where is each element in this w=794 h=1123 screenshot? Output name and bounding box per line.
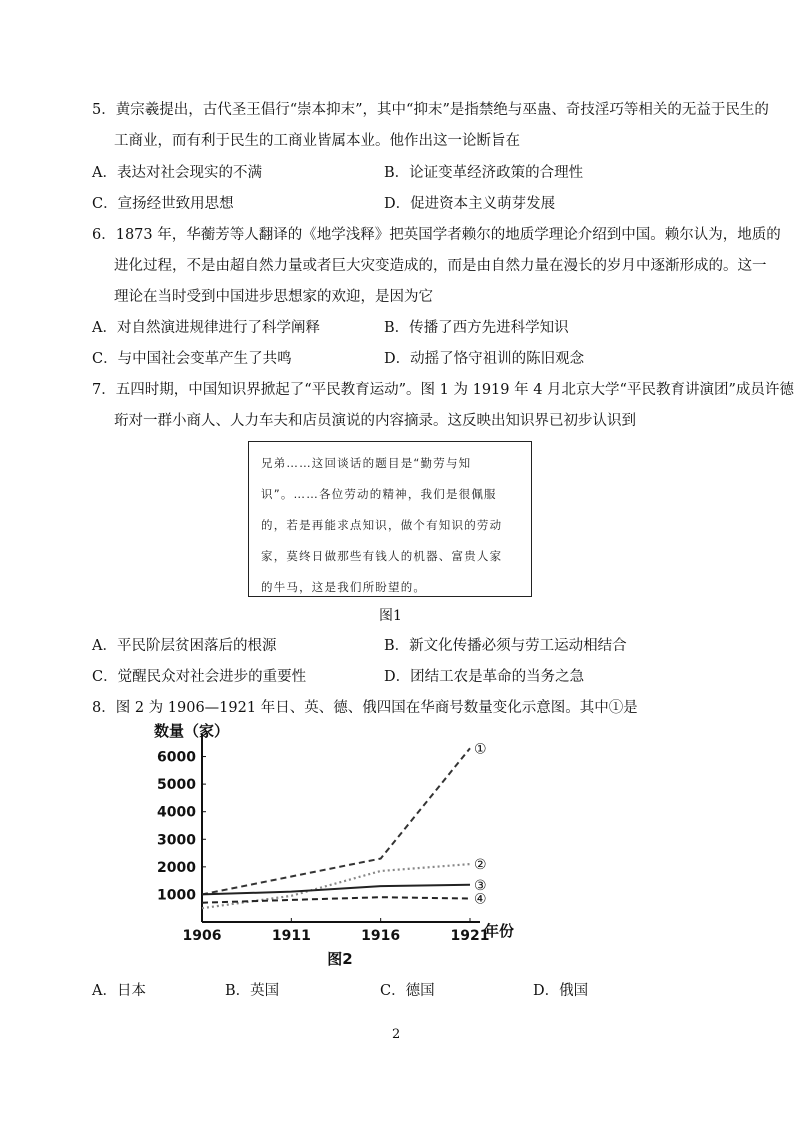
q8-option-a[interactable]: A．日本: [92, 983, 146, 999]
figure2-line-chart: [150, 722, 570, 980]
q7-option-c[interactable]: C．觉醒民众对社会进步的重要性: [92, 669, 307, 685]
q7-option-a[interactable]: A．平民阶层贫困落后的根源: [92, 638, 277, 654]
series-label-1: ①: [474, 741, 487, 758]
figure1-quote-box: [248, 441, 532, 597]
quote-line-2: 识”。……各位劳动的精神，我们是很佩服: [261, 487, 497, 501]
chart-title: 图2: [327, 950, 353, 968]
q6-option-c[interactable]: C．与中国社会变革产生了共鸣: [92, 351, 292, 367]
q6-option-d[interactable]: D．动摇了恪守祖训的陈旧观念: [384, 351, 585, 367]
q5-option-b[interactable]: B．论证变革经济政策的合理性: [384, 165, 584, 181]
q6-stem-line3: 理论在当时受到中国进步思想家的欢迎，是因为它: [114, 289, 433, 305]
x-tick-label: 1916: [361, 928, 401, 944]
series-label-4: ④: [474, 891, 487, 908]
y-tick-label: 1000: [157, 887, 196, 904]
y-tick-label: 2000: [157, 859, 196, 876]
y-tick-label: 3000: [157, 832, 196, 849]
y-tick-label: 5000: [157, 777, 196, 794]
q8-option-b[interactable]: B．英国: [225, 983, 280, 999]
q7-stem-line2: 珩对一群小商人、人力车夫和店员演说的内容摘录。这反映出知识界已初步认识到: [114, 413, 636, 429]
q5-option-a[interactable]: A．表达对社会现实的不满: [92, 165, 262, 181]
q7-option-d[interactable]: D．团结工农是革命的当务之急: [384, 669, 585, 685]
x-tick-label: 1911: [271, 928, 311, 944]
quote-line-5: 的牛马，这是我们所盼望的。: [261, 580, 427, 594]
y-tick-label: 4000: [157, 804, 196, 821]
q8-option-c[interactable]: C．德国: [380, 983, 435, 999]
x-tick-label: 1921: [450, 928, 490, 944]
quote-line-4: 家，莫终日做那些有钱人的机器、富贵人家: [261, 549, 503, 563]
quote-line-3: 的，若是再能求点知识，做个有知识的劳动: [261, 518, 503, 532]
series-label-3: ③: [474, 877, 487, 894]
x-tick-label: 1906: [182, 928, 222, 944]
q5-stem-line2: 工商业，而有利于民生的工商业皆属本业。他作出这一论断旨在: [114, 133, 520, 149]
q8-stem-line1: 8．图 2 为 1906—1921 年日、英、德、俄四国在华商号数量变化示意图。其中①是: [92, 700, 638, 716]
q8-option-d[interactable]: D．俄国: [533, 983, 589, 999]
q6-stem-line1: 6．1873 年，华蘅芳等人翻译的《地学浅释》把英国学者赖尔的地质学理论介绍到中国。赖尔认为，地质的: [92, 227, 781, 243]
q7-stem-line1: 7．五四时期，中国知识界掀起了“平民教育运动”。图 1 为 1919 年 4 月北京大学“平民教育讲演团”成员许德: [92, 382, 794, 398]
q5-option-d[interactable]: D．促进资本主义萌芽发展: [384, 196, 556, 212]
q6-option-a[interactable]: A．对自然演进规律进行了科学阐释: [92, 320, 320, 336]
series-line-4: [202, 897, 470, 903]
q5-stem-line1: 5．黄宗羲提出，古代圣王倡行“崇本抑末”，其中“抑末”是指禁绝与巫蛊、奇技淫巧等相关的无益于民生的: [92, 102, 769, 118]
figure1-caption: 图1: [379, 608, 402, 624]
y-tick-label: 6000: [157, 749, 196, 766]
series-line-1: [202, 748, 470, 894]
x-axis-label: 年份: [484, 922, 515, 940]
page-number: 2: [392, 1027, 401, 1042]
q6-option-b[interactable]: B．传播了西方先进科学知识: [384, 320, 569, 336]
series-label-2: ②: [474, 857, 487, 874]
quote-line-1: 兄弟……这回谈话的题目是“勤劳与知: [261, 456, 472, 470]
q5-option-c[interactable]: C．宣扬经世致用思想: [92, 196, 234, 212]
y-axis-label: 数量（家）: [154, 722, 230, 740]
q7-option-b[interactable]: B．新文化传播必须与劳工运动相结合: [384, 638, 627, 654]
q6-stem-line2: 进化过程，不是由超自然力量或者巨大灾变造成的，而是由自然力量在漫长的岁月中逐渐形成的。这一: [114, 258, 767, 274]
